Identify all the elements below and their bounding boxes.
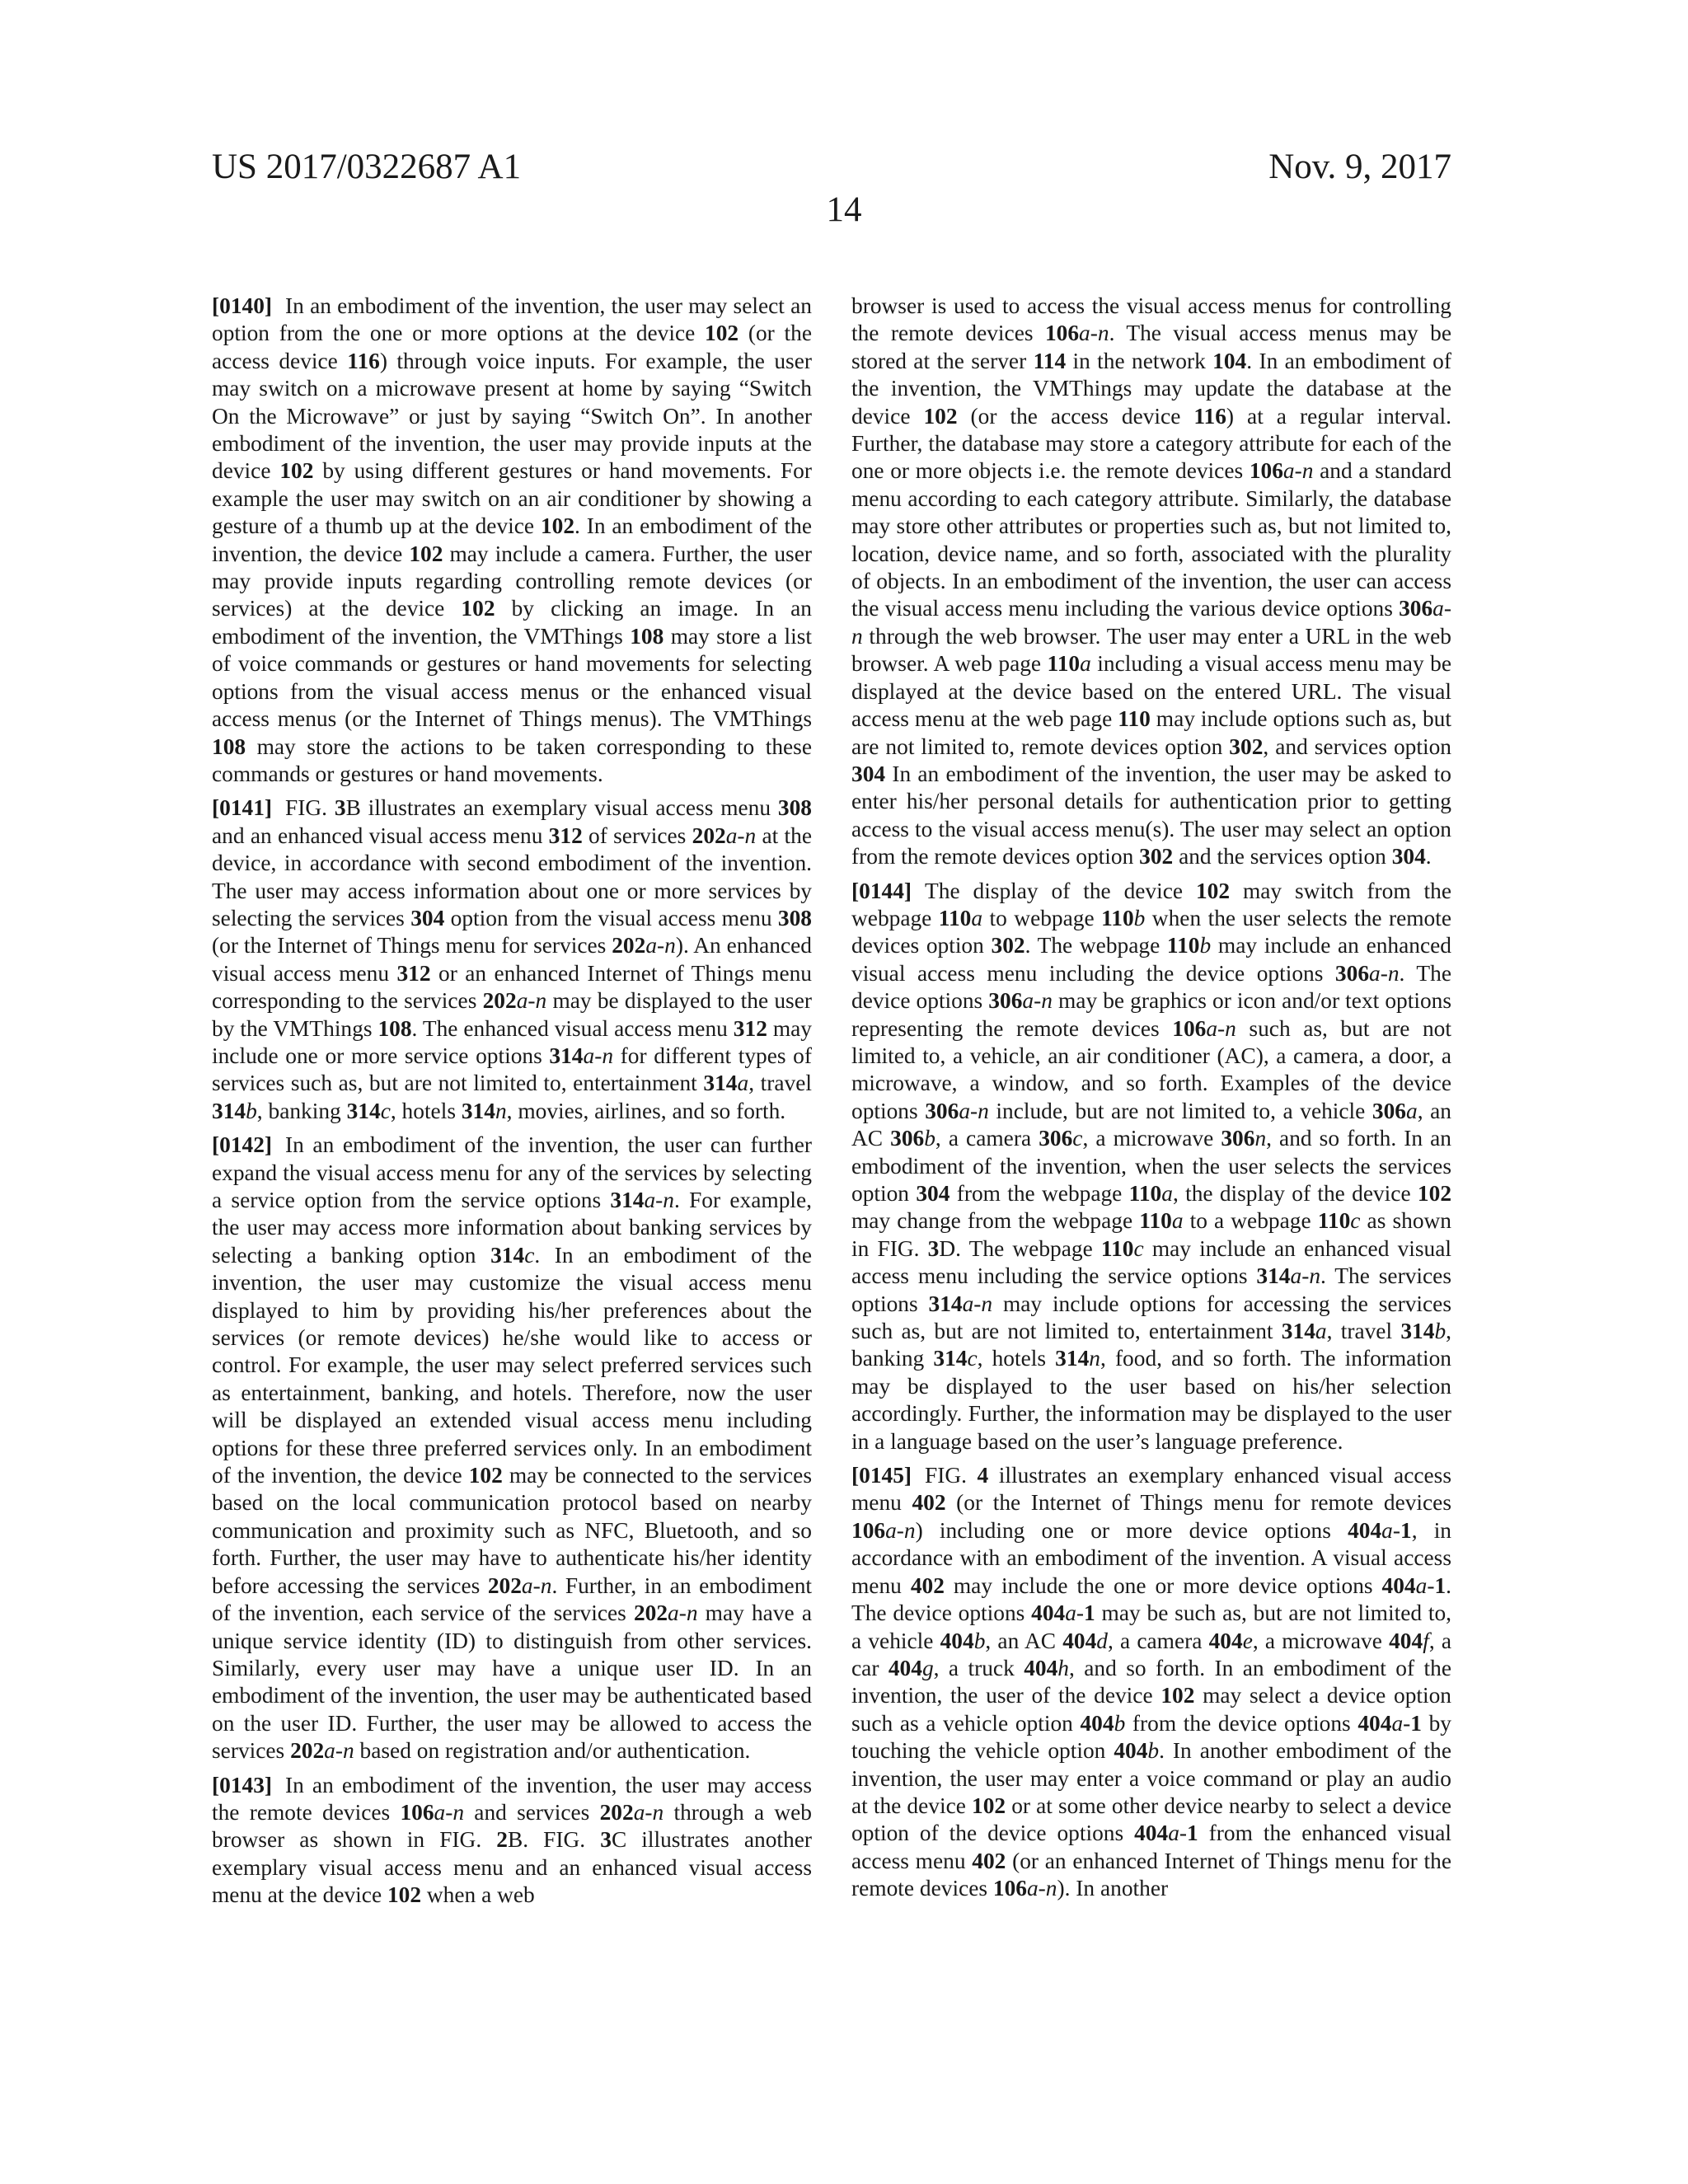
publication-number: US 2017/0322687 A1	[212, 148, 522, 186]
paragraph-number: [0144]	[851, 878, 912, 903]
paragraph-number: [0140]	[212, 293, 273, 318]
paragraph-number: [0143]	[212, 1772, 273, 1797]
paragraph-number: [0145]	[851, 1463, 912, 1488]
paragraph-0144	[851, 878, 1451, 1456]
paragraph-0143	[212, 1772, 812, 1910]
paragraph-0141	[212, 794, 812, 1125]
page-number: 14	[826, 190, 862, 229]
paragraph-number: [0142]	[212, 1132, 273, 1158]
paragraph-text: In an embodiment of the invention, the user may access the remote devices 106a-n and services 202a-n through a web browser as shown in FIG. 2B. FIG. 3C illustrates another exemplary visual access menu and an enhanced visual access menu at the device 102 when a web	[212, 1772, 813, 1908]
paragraph-0142	[212, 1132, 812, 1765]
paragraph-text: FIG. 4 illustrates an exemplary enhanced visual access menu 402 (or the Internet of Things menu for remote devices 106a-n) including one or more device options 404a-1, in accordance with an embodiment of the invention. A visual access menu 402 may include the one or more device options 404a-1. The device options 404a-1 may be such as, but are not limited to, a vehicle 404b, an AC 404d, a camera 404e, a microwave 404f, a car 404g, a truck 404h, and so forth. In an embodiment of the invention, the user of the device 102 may select a device option such as a vehicle option 404b from the device options 404a-1 by touching the vehicle option 404b. In another embodiment of the invention, the user may enter a voice command or play an audio at the device 102 or at some other device nearby to select a device option of the device options 404a-1 from the enhanced visual access menu 402 (or an enhanced Internet of Things menu for the remote devices 106a-n). In another	[851, 1463, 1452, 1901]
paragraph-0143-continued	[851, 293, 1451, 871]
left-column	[212, 293, 812, 1916]
paragraph-0145	[851, 1462, 1451, 1903]
paragraph-text: FIG. 3B illustrates an exemplary visual access menu 308 and an enhanced visual access menu 312 of services 202a-n at the device, in accordance with second embodiment of the invention. The user may access information about one or more services by selecting the services 304 option from the visual access menu 308 (or the Internet of Things menu for services 202a-n). An enhanced visual access menu 312 or an enhanced Internet of Things menu corresponding to the services 202a-n may be displayed to the user by the VMThings 108. The enhanced visual access menu 312 may include one or more service options 314a-n for different types of services such as, but are not limited to, entertainment 314a, travel 314b, banking 314c, hotels 314n, movies, airlines, and so forth.	[212, 795, 813, 1123]
right-column	[851, 293, 1451, 1910]
paragraph-text: browser is used to access the visual access menus for controlling the remote devices 106a-n. The visual access menus may be stored at the server 114 in the network 104. In an embodiment of the invention, the VMThings may update the database at the device 102 (or the access device 116) at a regular interval. Further, the database may store a category attribute for each of the one or more objects i.e. the remote devices 106a-n and a standard menu according to each category attribute. Similarly, the database may store other attributes or properties such as, but not limited to, location, device name, and so forth, associated with the plurality of objects. In an embodiment of the invention, the user can access the visual access menu including the various device options 306a-n through the web browser. The user may enter a URL in the web browser. A web page 110a including a visual access menu may be displayed at the device based on the entered URL. The visual access menu at the web page 110 may include options such as, but are not limited to, remote devices option 302, and services option 304 In an embodiment of the invention, the user may be asked to enter his/her personal details for authentication prior to getting access to the visual access menu(s). The user may select an option from the remote devices option 302 and the services option 304.	[851, 293, 1452, 869]
paragraph-text: The display of the device 102 may switch from the webpage 110a to webpage 110b when the user selects the remote devices option 302. The webpage 110b may include an enhanced visual access menu including the device options 306a-n. The device options 306a-n may be graphics or icon and/or text options representing the remote devices 106a-n such as, but are not limited to, a vehicle, an air conditioner (AC), a camera, a door, a microwave, a window, and so forth. Examples of the device options 306a-n include, but are not limited to, a vehicle 306a, an AC 306b, a camera 306c, a microwave 306n, and so forth. In an embodiment of the invention, when the user selects the services option 304 from the webpage 110a, the display of the device 102 may change from the webpage 110a to a webpage 110c as shown in FIG. 3D. The webpage 110c may include an enhanced visual access menu including the service options 314a-n. The services options 314a-n may include options for accessing the services such as, but are not limited to, entertainment 314a, travel 314b, banking 314c, hotels 314n, food, and so forth. The information may be displayed to the user based on his/her selection accordingly. Further, the information may be displayed to the user in a language based on the user’s language preference.	[851, 878, 1452, 1454]
publication-date: Nov. 9, 2017	[1268, 148, 1451, 186]
paragraph-number: [0141]	[212, 795, 273, 821]
paragraph-text: In an embodiment of the invention, the user may select an option from the one or more options at the device 102 (or the access device 116) through voice inputs. For example, the user may switch on a microwave present at home by saying “Switch On the Microwave” or just by saying “Switch On”. In another embodiment of the invention, the user may provide inputs at the device 102 by using different gestures or hand movements. For example the user may switch on an air conditioner by showing a gesture of a thumb up at the device 102. In an embodiment of the invention, the device 102 may include a camera. Further, the user may provide inputs regarding controlling remote devices (or services) at the device 102 by clicking an image. In an embodiment of the invention, the VMThings 108 may store a list of voice commands or gestures or hand movements for selecting options from the visual access menus or the enhanced visual access menus (or the Internet of Things menus). The VMThings 108 may store the actions to be taken corresponding to these commands or gestures or hand movements.	[212, 293, 812, 786]
paragraph-0140	[212, 293, 812, 788]
paragraph-text: In an embodiment of the invention, the user can further expand the visual access menu for any of the services by selecting a service option from the service options 314a-n. For example, the user may access more information about banking services by selecting a banking option 314c. In an embodiment of the invention, the user may customize the visual access menu displayed to him by providing his/her preferences about the services (or remote devices) he/she would like to access or control. For example, the user may select preferred services such as entertainment, banking, and hotels. Therefore, now the user will be displayed an extended visual access menu including options for these three preferred services only. In an embodiment of the invention, the device 102 may be connected to the services based on the local communication protocol based on nearby communication and proximity such as NFC, Bluetooth, and so forth. Further, the user may have to authenticate his/her identity before accessing the services 202a-n. Further, in an embodiment of the invention, each service of the services 202a-n may have a unique service identity (ID) to distinguish from other services. Similarly, every user may have a unique user ID. In an embodiment of the invention, the user may be authenticated based on the user ID. Further, the user may be allowed to access the services 202a-n based on registration and/or authentication.	[212, 1132, 813, 1764]
